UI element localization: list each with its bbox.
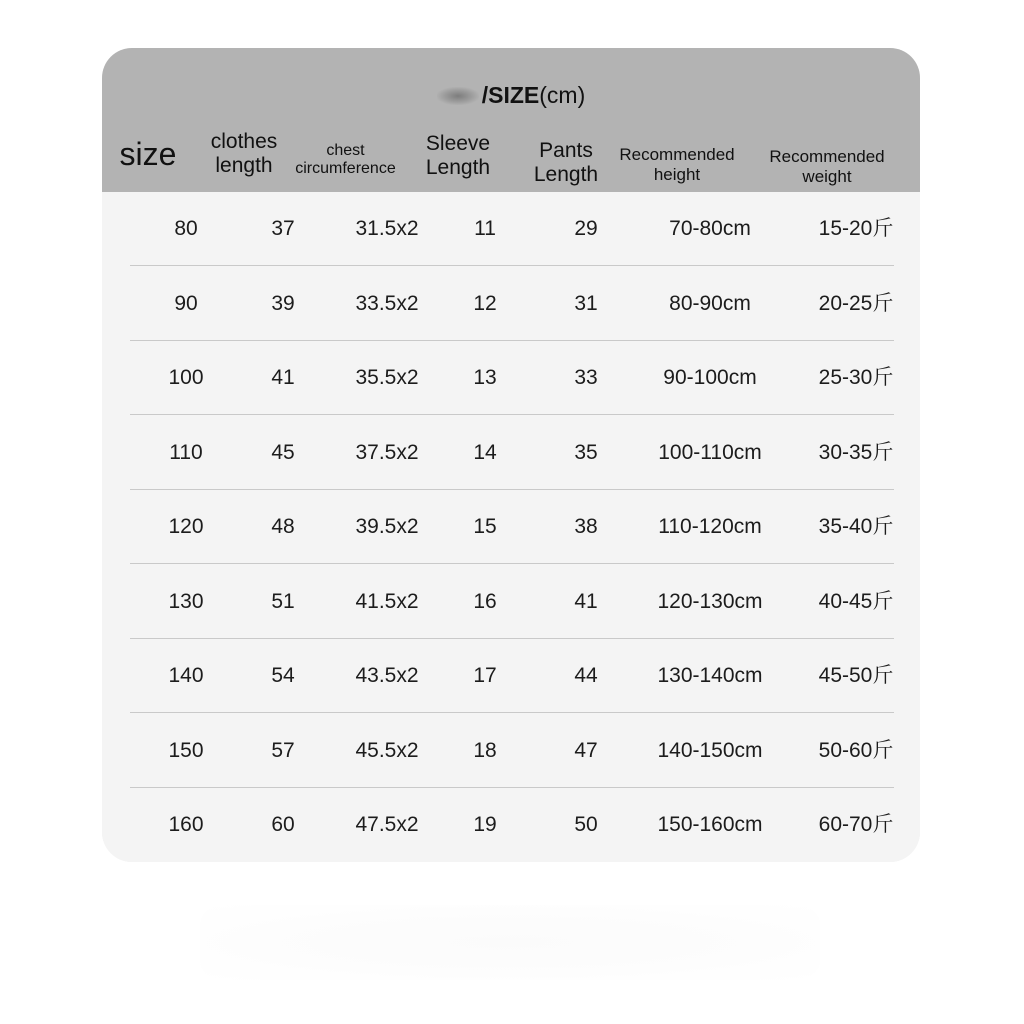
cell-pants-length: 41 <box>574 589 598 613</box>
cell-chest: 37.5x2 <box>355 440 419 464</box>
cell-clothes-length: 39 <box>271 291 295 315</box>
cell-pants-length: 50 <box>574 813 598 836</box>
header-sleeve-length <box>408 132 508 180</box>
cell-size: 130 <box>168 589 204 613</box>
cell-recommended-height: 150-160cm <box>657 813 763 836</box>
header-chest-line2: circumference <box>295 160 396 178</box>
header-pants-length <box>516 139 616 187</box>
cell-recommended-weight: 30-35斤 <box>818 440 894 464</box>
cell-size: 100 <box>168 366 204 389</box>
cell-sleeve-length: 16 <box>473 589 497 613</box>
table-row <box>130 490 894 564</box>
cell-size: 160 <box>168 813 204 836</box>
table-title <box>102 82 920 109</box>
cell-sleeve-length: 18 <box>473 738 497 762</box>
cell-sleeve-length: 12 <box>473 291 497 315</box>
header-weight-line2: weight <box>802 166 852 186</box>
cell-size: 140 <box>168 664 204 687</box>
cell-recommended-weight: 45-50斤 <box>818 664 894 687</box>
cell-recommended-height: 80-90cm <box>669 291 751 315</box>
cell-recommended-weight: 15-20斤 <box>818 217 894 240</box>
cell-clothes-length: 57 <box>271 738 295 762</box>
cell-sleeve-length: 17 <box>473 664 497 687</box>
cell-sleeve-length: 13 <box>473 366 497 389</box>
cell-pants-length: 44 <box>574 664 598 687</box>
table-row <box>130 639 894 713</box>
cell-pants-length: 29 <box>574 217 598 240</box>
table-row <box>130 192 894 266</box>
cell-recommended-height: 130-140cm <box>657 664 763 687</box>
cell-clothes-length: 37 <box>271 217 295 240</box>
cell-recommended-weight: 20-25斤 <box>818 291 894 315</box>
blurred-footer-area <box>200 905 820 980</box>
cell-clothes-length: 54 <box>271 664 295 687</box>
header-recommended-height <box>612 145 742 184</box>
cell-chest: 43.5x2 <box>355 664 419 687</box>
table-row <box>130 565 894 639</box>
header-height-line2: height <box>653 164 701 184</box>
header-height-line1: Recommended <box>619 145 735 164</box>
cell-recommended-height: 140-150cm <box>657 738 763 762</box>
cell-size: 120 <box>168 515 204 538</box>
header-clothes-length <box>194 130 294 178</box>
table-row <box>130 416 894 490</box>
cell-chest: 31.5x2 <box>355 217 419 240</box>
cell-size: 80 <box>174 217 198 240</box>
cell-recommended-height: 90-100cm <box>663 366 757 389</box>
cell-size: 110 <box>169 440 203 464</box>
header-chest-line1: chest <box>326 142 365 159</box>
cell-pants-length: 38 <box>574 515 598 538</box>
cell-pants-length: 33 <box>574 366 598 389</box>
cell-recommended-weight: 25-30斤 <box>818 366 894 389</box>
table-header <box>102 48 920 192</box>
cell-recommended-height: 110-120cm <box>658 515 762 538</box>
cell-chest: 33.5x2 <box>355 291 419 315</box>
cell-recommended-weight: 35-40斤 <box>818 515 894 538</box>
cell-size: 90 <box>174 291 198 315</box>
cell-chest: 41.5x2 <box>355 589 419 613</box>
cell-recommended-weight: 40-45斤 <box>818 589 894 613</box>
cell-clothes-length: 60 <box>271 813 295 836</box>
cell-clothes-length: 41 <box>271 366 295 389</box>
header-recommended-weight <box>762 147 892 186</box>
header-chest-circumference <box>288 142 403 179</box>
cell-recommended-weight: 50-60斤 <box>818 738 894 762</box>
cell-chest: 39.5x2 <box>355 515 419 538</box>
cell-size: 150 <box>168 738 204 762</box>
header-size <box>102 136 194 173</box>
cell-clothes-length: 48 <box>271 515 295 538</box>
cell-sleeve-length: 19 <box>473 813 497 836</box>
table-row <box>130 788 894 862</box>
cell-recommended-height: 120-130cm <box>657 589 763 613</box>
table-body <box>102 192 920 862</box>
title-prefix <box>437 87 479 105</box>
header-clothes-length-line1: clothes <box>210 130 278 153</box>
cell-chest: 47.5x2 <box>355 813 419 836</box>
header-sleeve-line2: Length <box>425 156 491 180</box>
cell-pants-length: 31 <box>574 291 598 315</box>
table-row <box>130 341 894 415</box>
cell-recommended-height: 70-80cm <box>669 217 751 240</box>
cell-chest: 35.5x2 <box>355 366 419 389</box>
table-row <box>130 714 894 788</box>
header-clothes-length-line2: length <box>215 154 273 178</box>
size-chart-card <box>102 48 920 862</box>
table-row <box>130 267 894 341</box>
cell-pants-length: 47 <box>574 738 598 762</box>
header-pants-line2: Length <box>533 163 599 187</box>
cell-sleeve-length: 14 <box>473 440 497 464</box>
cell-chest: 45.5x2 <box>355 738 419 762</box>
cell-recommended-height: 100-110cm <box>658 440 762 464</box>
cell-pants-length: 35 <box>574 440 598 464</box>
title-size-label: /SIZE <box>481 82 540 108</box>
header-size-text: size <box>119 136 177 172</box>
cell-clothes-length: 45 <box>271 440 295 464</box>
header-weight-line1: Recommended <box>769 147 885 166</box>
header-pants-line1: Pants <box>539 139 593 162</box>
header-sleeve-line1: Sleeve <box>425 132 491 155</box>
cell-sleeve-length: 15 <box>473 515 497 538</box>
cell-recommended-weight: 60-70斤 <box>818 813 894 836</box>
title-unit: (cm) <box>539 82 586 108</box>
cell-sleeve-length: 11 <box>474 217 496 240</box>
cell-clothes-length: 51 <box>271 589 295 613</box>
